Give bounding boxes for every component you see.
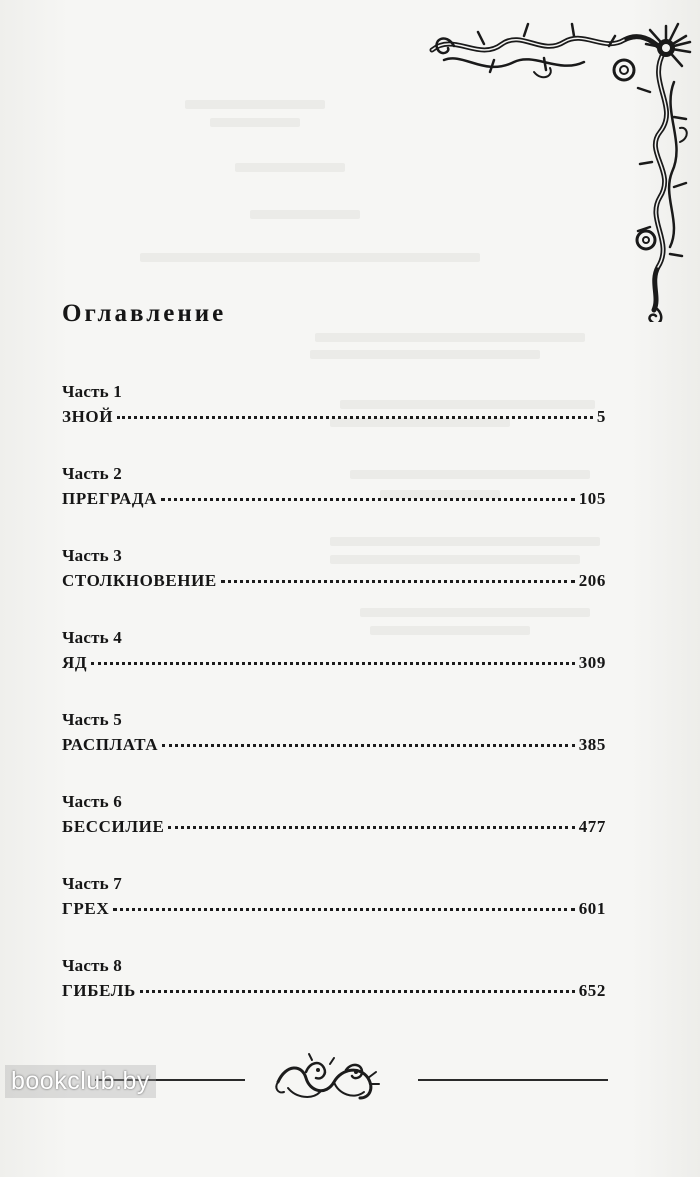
site-watermark: bookclub.by <box>5 1065 156 1098</box>
bleed-through-text <box>315 333 585 342</box>
toc-entry <box>62 463 606 545</box>
part-label: Часть 1 <box>62 382 123 401</box>
part-label: Часть 2 <box>62 464 123 483</box>
page-title: Оглавление <box>62 300 227 327</box>
toc-entry <box>62 627 606 709</box>
part-label: Часть 4 <box>62 628 123 647</box>
dot-leader <box>162 743 575 747</box>
dot-leader <box>117 415 593 419</box>
dot-leader <box>91 661 575 665</box>
toc-line <box>62 567 606 595</box>
dot-leader <box>161 497 575 501</box>
dot-leader <box>221 579 575 583</box>
part-title: ЯД <box>62 653 88 672</box>
toc-line <box>62 813 606 841</box>
toc-line <box>62 977 606 1005</box>
table-of-contents <box>62 381 606 1037</box>
part-label: Часть 8 <box>62 956 123 975</box>
dragon-vignette-ornament <box>272 1052 382 1106</box>
page-number: 309 <box>578 653 606 672</box>
part-title: ГРЕХ <box>62 899 110 918</box>
part-label: Часть 5 <box>62 710 123 729</box>
toc-entry <box>62 791 606 873</box>
toc-entry <box>62 955 606 1037</box>
page-number: 385 <box>578 735 606 754</box>
page-number: 601 <box>578 899 606 918</box>
page-number: 477 <box>578 817 606 836</box>
part-title: СТОЛКНОВЕНИЕ <box>62 571 217 590</box>
page-number: 105 <box>578 489 606 508</box>
bleed-through-text <box>310 350 540 359</box>
toc-line <box>62 485 606 513</box>
thorny-vine-corner-ornament <box>424 22 694 322</box>
toc-line <box>62 895 606 923</box>
toc-line <box>62 731 606 759</box>
part-title: ПРЕГРАДА <box>62 489 158 508</box>
part-label: Часть 3 <box>62 546 123 565</box>
part-title: РАСПЛАТА <box>62 735 159 754</box>
toc-line <box>62 649 606 677</box>
part-label: Часть 7 <box>62 874 123 893</box>
part-title: ГИБЕЛЬ <box>62 981 136 1000</box>
bleed-through-text <box>210 118 300 127</box>
bleed-through-text <box>185 100 325 109</box>
page-number: 5 <box>596 407 606 426</box>
bottom-rule-right <box>418 1079 608 1081</box>
dot-leader <box>140 989 575 993</box>
toc-entry <box>62 545 606 627</box>
dot-leader <box>168 825 574 829</box>
part-label: Часть 6 <box>62 792 123 811</box>
toc-entry <box>62 873 606 955</box>
toc-entry <box>62 381 606 463</box>
page-number: 652 <box>578 981 606 1000</box>
part-title: БЕССИЛИЕ <box>62 817 165 836</box>
part-title: ЗНОЙ <box>62 407 114 426</box>
page-number: 206 <box>578 571 606 590</box>
bleed-through-text <box>235 163 345 172</box>
dot-leader <box>113 907 574 911</box>
toc-line <box>62 403 606 431</box>
toc-entry <box>62 709 606 791</box>
bleed-through-text <box>250 210 360 219</box>
